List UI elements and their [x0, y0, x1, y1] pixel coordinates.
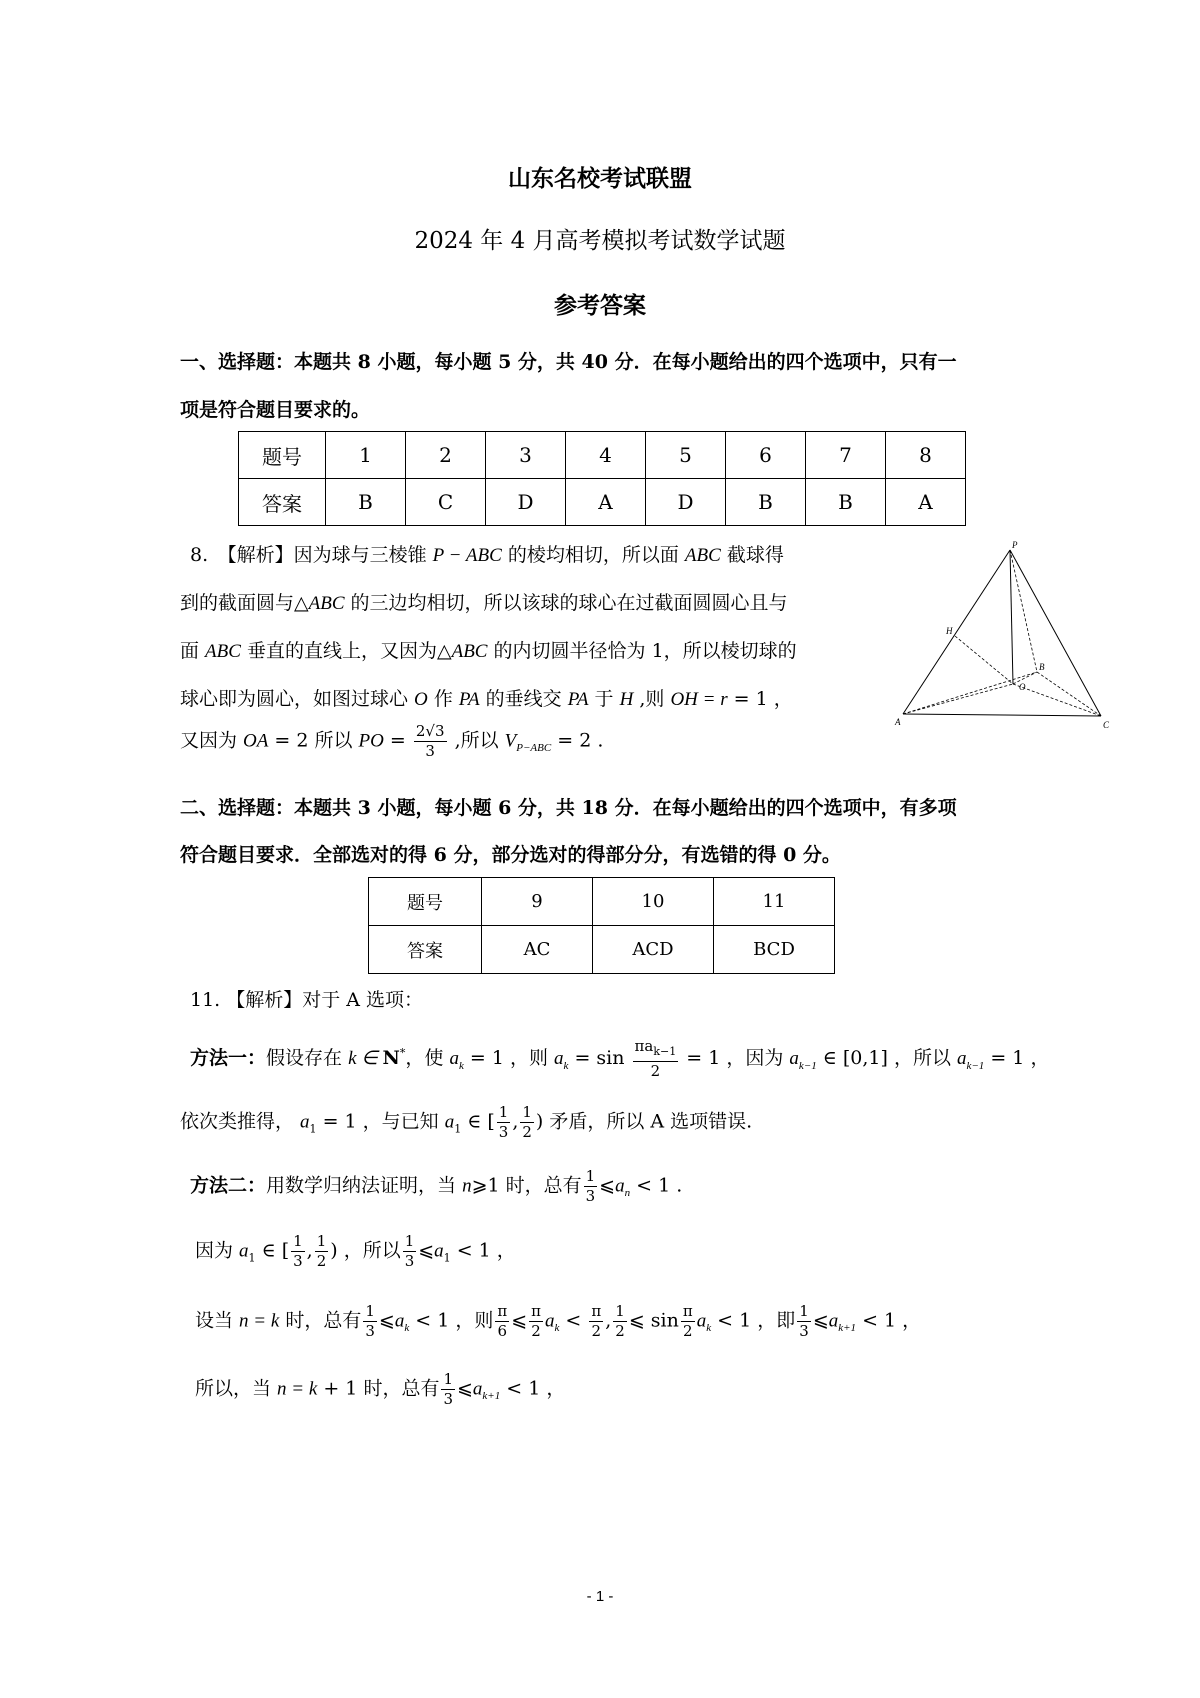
edge-ac: [903, 714, 1101, 716]
section1-heading-line2: 项是符合题目要求的。: [180, 399, 371, 421]
exam-title: 2024 年 4 月高考模拟考试数学试题: [414, 228, 786, 254]
q8-line5: 又因为 OA = 2 所以 PO = $\frac{2√3}{3}$ ,所以 $V_{P-ABC} = 2$ .: [180, 722, 604, 760]
q8-line2: 到的截面圆与△ABC 的三边均相切，所以该球的球心在过截面圆圆心且与: [180, 592, 788, 614]
edge-ab: [903, 672, 1037, 714]
q8-line3: 面 ABC 垂直的直线上，又因为△ABC 的内切圆半径恰为 1，所以棱切球的: [180, 640, 797, 662]
table-cell: 5: [646, 432, 726, 479]
table-cell: 11: [714, 878, 835, 926]
table-cell: 3: [486, 432, 566, 479]
table-row: [239, 432, 966, 479]
q11-intro: 11. 【解析】对于 A 选项：: [190, 989, 424, 1011]
table-cell: B: [806, 479, 886, 526]
answer-table-2: [368, 877, 835, 974]
segment-oc: [1013, 684, 1101, 716]
q8-line1: 8. 【解析】因为球与三棱锥 P − ABC 的棱均相切，所以面 ABC 截球得: [190, 544, 784, 566]
label-o: O: [1019, 682, 1026, 692]
q11-step2: 设当 n = k 时，总有 $\frac{1}{3}$ $⩽a_k < 1$ ，则 $\frac{\pi}{6}$ ⩽ $\frac{\pi}{2}$ $a_k$ < $\frac{\pi}{2}$ , $\frac{1}{2}$ ⩽ sin $\frac{\pi}{2}$ $a_k < 1$ ，即 $\frac{1}{3}$ $⩽a_{k+1} < 1$ ，: [195, 1302, 922, 1340]
label-a: A: [895, 717, 901, 727]
table-cell: 答案: [369, 926, 482, 974]
table-cell: 7: [806, 432, 886, 479]
section2-heading-line1: 二、选择题：本题共 3 小题，每小题 6 分，共 18 分．在每小题给出的四个选项中，有多项: [180, 797, 957, 819]
fraction: $\frac{1}{2}$: [522, 1103, 532, 1141]
fraction: $\frac{\pi}{2}$: [531, 1302, 541, 1340]
fraction: $\frac{\pi}{6}$: [497, 1302, 508, 1340]
fraction: $\frac{1}{2}$: [316, 1232, 327, 1270]
table-cell: 8: [886, 432, 966, 479]
fraction: $\frac{1}{3}$: [585, 1167, 596, 1205]
doc-type-title: 参考答案: [554, 292, 646, 319]
q11-method2-line: 方法二：用数学归纳法证明，当 n⩾1 时，总有 $\frac{1}{3}$ $⩽a_n < 1$ .: [190, 1167, 683, 1205]
fraction: $\frac{2√3}{3}$: [415, 722, 445, 760]
label-c: C: [1103, 720, 1110, 730]
label-p: P: [1012, 540, 1018, 550]
table-row: [369, 926, 835, 974]
table-row: [239, 479, 966, 526]
section1-heading-line1: 一、选择题：本题共 8 小题，每小题 5 分，共 40 分．在每小题给出的四个选项中，只有一: [180, 351, 957, 373]
q8-line4: 球心即为圆心，如图过球心 O 作 PA 的垂线交 PA 于 H ,则 OH = r = 1 ，: [180, 688, 793, 710]
table-cell: 4: [566, 432, 646, 479]
segment-oh: [955, 636, 1013, 684]
edge-pa: [903, 550, 1010, 714]
section2-heading-line2: 符合题目要求．全部选对的得 6 分，部分选对的得部分分，有选错的得 0 分。: [180, 844, 841, 866]
table-cell: 9: [482, 878, 593, 926]
table-cell: AC: [482, 926, 593, 974]
q11-method1-line1: 方法一：假设存在 k ∈ N*，使 $a_k = 1$ ，则 $a_k = \sin$ $\frac{\pi a_{k-1}}{2}$ = 1 ，因为 $a_{k-1}$ ∈ [0,1] ，所以 $a_{k-1} = 1$ ，: [190, 1037, 1050, 1080]
altitude-po: [1010, 550, 1013, 684]
table-cell: B: [326, 479, 406, 526]
label-b: B: [1039, 662, 1045, 672]
fraction: $\frac{1}{2}$: [615, 1302, 625, 1340]
table-cell: 1: [326, 432, 406, 479]
table-cell: 6: [726, 432, 806, 479]
fraction: $\frac{1}{3}$: [799, 1302, 809, 1340]
table-cell: A: [566, 479, 646, 526]
fraction: $\frac{\pi}{2}$: [682, 1302, 693, 1340]
table-cell: B: [726, 479, 806, 526]
table-cell: 答案: [239, 479, 326, 526]
q11-step3: 所以，当 n = k + 1 时，总有 $\frac{1}{3}$ $⩽a_{k+1} < 1$ ，: [195, 1370, 566, 1408]
label-h: H: [946, 626, 953, 636]
fraction: $\frac{1}{3}$: [365, 1302, 375, 1340]
fraction: $\frac{1}{3}$: [404, 1232, 415, 1270]
table-cell: 题号: [369, 878, 482, 926]
fraction: $\frac{1}{3}$: [498, 1103, 509, 1141]
table-cell: BCD: [714, 926, 835, 974]
page-number: - 1 -: [586, 1588, 614, 1605]
fraction: $\frac{1}{3}$: [293, 1232, 303, 1270]
fraction: $\frac{1}{3}$: [443, 1370, 453, 1408]
table-cell: 题号: [239, 432, 326, 479]
fraction: $\frac{\pi a_{k-1}}{2}$: [634, 1037, 677, 1080]
fraction: $\frac{\pi}{2}$: [591, 1302, 602, 1340]
table-row: [369, 878, 835, 926]
q11-step1: 因为 $a_1$ ∈ [ $\frac{1}{3}$ , $\frac{1}{2}$ ) ，所以 $\frac{1}{3}$ $⩽a_1 < 1$ ，: [195, 1232, 516, 1270]
table-cell: ACD: [593, 926, 714, 974]
table-cell: A: [886, 479, 966, 526]
table-cell: 10: [593, 878, 714, 926]
table-cell: 2: [406, 432, 486, 479]
table-cell: D: [646, 479, 726, 526]
edge-bc: [1037, 672, 1101, 716]
pyramid-figure: [893, 540, 1121, 732]
org-title: 山东名校考试联盟: [508, 165, 692, 192]
q11-method1-line2: 依次类推得， $a_1 = 1$ ，与已知 $a_1$ ∈ [ $\frac{1}{3}$ , $\frac{1}{2}$ ) 矛盾，所以 A 选项错误.: [180, 1103, 753, 1141]
answer-table-1: [238, 431, 966, 526]
edge-pb: [1010, 550, 1037, 672]
table-cell: D: [486, 479, 566, 526]
table-cell: C: [406, 479, 486, 526]
